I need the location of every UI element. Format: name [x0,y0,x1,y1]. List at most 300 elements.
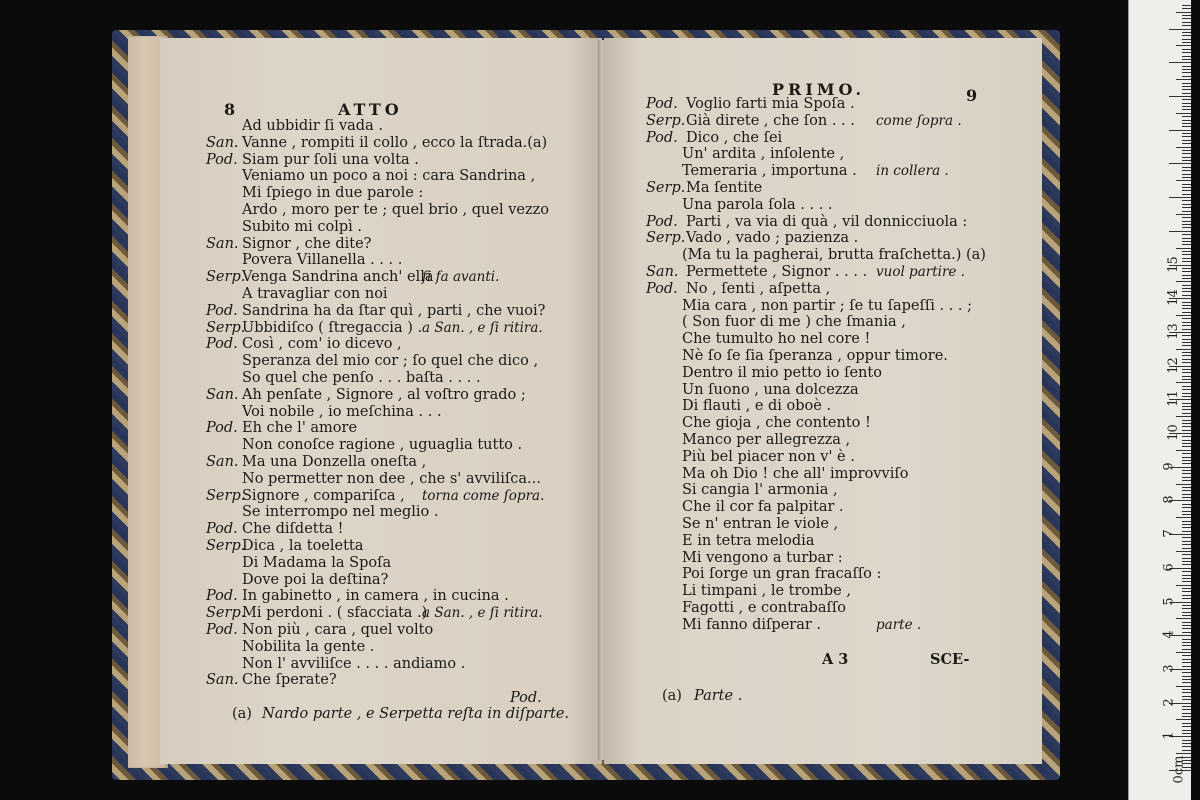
ruler-tick [1182,615,1191,616]
ruler-tick [1182,25,1191,26]
ruler-tick [1182,578,1191,579]
ruler-tick [1182,413,1191,414]
ruler-tick [1169,163,1191,164]
ruler-number: 8 [1161,495,1177,505]
running-heading: ATTO [338,100,403,119]
ruler-tick [1182,150,1191,151]
speaker-label: Pod. [646,129,678,146]
ruler-number: 10 [1165,424,1181,441]
ruler-tick [1182,554,1191,555]
ruler-tick [1182,743,1191,744]
ruler-number: 6 [1161,563,1177,572]
ruler-tick [1182,649,1191,650]
ruler-tick [1182,18,1191,19]
ruler-tick [1182,69,1191,70]
verse-line: Manco per allegrezza , [682,432,851,448]
ruler-tick [1182,52,1191,53]
verse-line: Così , com' io dicevo , [242,336,402,353]
ruler-number: 7 [1161,529,1177,538]
ruler-tick [1182,679,1191,680]
verse-line: Eh che l' amore [242,420,358,437]
ruler-tick [1182,423,1191,424]
speaker-label: San. [206,134,239,151]
ruler-tick [1182,204,1191,205]
verse-line: Li timpani , le trombe , [682,583,851,600]
ruler-tick [1182,453,1191,454]
catchword: SCE- [930,651,970,668]
ruler-tick [1182,56,1191,57]
ruler-tick [1182,329,1191,330]
verse-line: A travagliar con noi [242,286,388,302]
ruler-tick [1182,659,1191,660]
speaker-label: San. [206,386,239,403]
verse-line: Ah penſate , Signore , al voſtro grado ; [242,386,526,403]
speaker-label: Serp. [646,180,686,196]
verse-line: Sandrina ha da ſtar quì , parti , che vuoi? [242,302,546,319]
ruler-tick [1169,197,1191,198]
ruler-tick [1182,258,1191,259]
ruler-tick [1182,655,1191,656]
ruler-tick [1176,180,1191,181]
ruler-tick [1176,652,1191,653]
verse-line: Parti , va via di quà , vil donnicciuola : [686,213,968,230]
speaker-label: Serp. [646,230,686,247]
verse-line: Se interrompo nel meglio . [242,504,439,521]
ruler-tick [1176,45,1191,46]
stage-direction: vuol partire . [876,264,965,280]
verse-line: Non più , cara , quel volto [242,622,434,638]
ruler-tick [1182,537,1191,538]
ruler-tick [1182,689,1191,690]
ruler-tick [1176,281,1191,282]
ruler-tick [1182,706,1191,707]
ruler-tick [1182,35,1191,36]
speaker-label: San. [206,454,239,470]
ruler-tick [1182,682,1191,683]
verse-line: Nobilita la gente . [242,638,375,655]
ruler-tick [1182,238,1191,239]
verse-line: Dico , che ſei [686,129,783,146]
verse-line: Mi vengono a turbar : [682,549,843,566]
verse-line: Mi perdoni . ( sfacciata .) [242,605,428,622]
ruler-tick [1182,473,1191,474]
ruler-tick [1182,184,1191,185]
verse-line: E in tetra melodia [682,532,815,549]
verse-line: Siam pur ſoli una volta . [242,151,419,168]
ruler-tick [1182,750,1191,751]
verse-line: Subito mi colpì . [242,218,362,235]
speaker-label: Serp. [206,605,246,622]
ruler-tick [1182,32,1191,33]
ruler-tick [1182,157,1191,158]
ruler-tick [1182,709,1191,710]
ruler-number: 12 [1165,356,1181,374]
ruler-tick [1182,140,1191,141]
ruler-tick [1182,342,1191,343]
ruler-tick [1176,551,1191,552]
ruler-tick [1182,642,1191,643]
ruler-tick [1182,126,1191,127]
left-page [160,38,602,764]
ruler-tick [1182,217,1191,218]
verse-line: Ma oh Dio ! che all' improvviſo [682,465,909,482]
ruler-tick [1182,581,1191,582]
ruler-tick [1182,83,1191,84]
measurement-ruler [1128,0,1191,800]
verse-line: Mi ſpiego in due parole : [242,185,424,202]
ruler-tick [1182,22,1191,23]
stage-direction: torna come ſopra. [422,487,545,504]
speaker-label: Pod. [646,96,678,112]
ruler-tick [1182,116,1191,117]
ruler-tick [1176,517,1191,518]
verse-line: No permetter non dee , che s' avviliſca... [242,470,541,487]
ruler-tick [1182,42,1191,43]
ruler-tick [1182,692,1191,693]
ruler-tick [1182,436,1191,437]
verse-line: Speranza del mio cor ; ſo quel che dico , [242,353,539,370]
ruler-tick [1176,113,1191,114]
ruler-tick [1176,382,1191,383]
ruler-tick [1182,740,1191,741]
verse-line: Si cangia l' armonia , [682,482,838,499]
verse-line: Ardo , moro per te ; quel brio , quel vezzo [242,202,549,218]
ruler-tick [1182,588,1191,589]
ruler-tick [1182,463,1191,464]
ruler-tick [1182,254,1191,255]
ruler-tick [1182,93,1191,94]
ruler-tick [1182,730,1191,731]
ruler-tick [1182,160,1191,161]
verse-line: Voglio farti mia Spoſa . [686,96,855,112]
footnote: Parte . [694,688,743,704]
stage-direction: a San. , e ſi ritira. [422,605,543,622]
verse-line: Permettete , Signor . . . . [686,264,868,280]
ruler-number: 13 [1165,323,1181,340]
page-number: 9 [966,86,978,105]
verse-line: Veniamo un poco a noi : cara Sandrina , [242,168,536,185]
ruler-number: 4 [1161,630,1177,639]
ruler-tick [1182,511,1191,512]
ruler-tick [1182,325,1191,326]
ruler-tick [1182,288,1191,289]
ruler-tick [1182,723,1191,724]
ruler-tick [1182,591,1191,592]
verse-line: Vado , vado ; pazienza . [686,230,859,247]
ruler-tick [1176,618,1191,619]
verse-line: Signor , che dite? [242,235,372,252]
speaker-label: Serp. [646,112,686,129]
ruler-tick [1182,76,1191,77]
verse-line: Dove poi la deſtina? [242,571,389,588]
ruler-tick [1182,521,1191,522]
speaker-label: Serp. [206,487,246,504]
ruler-tick [1182,460,1191,461]
ruler-tick [1182,109,1191,110]
ruler-tick [1182,598,1191,599]
ruler-tick [1182,376,1191,377]
speaker-label: Pod. [646,213,678,230]
ruler-tick [1182,362,1191,363]
ruler-tick [1182,352,1191,353]
ruler-tick [1182,174,1191,175]
speaker-label: Pod. [206,302,238,319]
ruler-number: 3 [1161,664,1177,673]
ruler-tick [1176,585,1191,586]
ruler-tick [1182,89,1191,90]
verse-line: Che il cor fa palpitar . [682,499,844,516]
speaker-label: Serp. [206,269,246,286]
ruler-tick [1182,544,1191,545]
verse-line: Che gioja , che contento ! [682,415,871,432]
ruler-tick [1182,527,1191,528]
stage-direction: parte . [876,616,922,633]
speaker-label: Serp. [206,538,246,554]
verse-line: Che tumulto ho nel core ! [682,331,871,348]
ruler-tick [1182,595,1191,596]
ruler-tick [1182,507,1191,508]
ruler-tick [1182,143,1191,144]
ruler-unit-label: 0cm [1171,755,1187,784]
verse-line: Dica , la toeletta [242,538,364,554]
verse-line: Ubbidiſco ( ſtregaccia ) . [242,319,423,336]
verse-line: Una parola ſola . . . . [682,196,833,213]
ruler-tick [1182,628,1191,629]
ruler-number: 14 [1165,289,1181,306]
ruler-tick [1182,639,1191,640]
ruler-tick [1182,167,1191,168]
ruler-tick [1182,241,1191,242]
ruler-tick [1176,753,1191,754]
speaker-label: Pod. [206,336,238,353]
ruler-tick [1182,446,1191,447]
ruler-tick [1182,8,1191,9]
ruler-tick [1182,625,1191,626]
ruler-tick [1182,15,1191,16]
ruler-tick [1182,713,1191,714]
ruler-tick [1182,571,1191,572]
stage-direction: ſi fa avanti. [422,269,500,286]
right-page [604,38,1042,764]
ruler-tick [1176,147,1191,148]
ruler-tick [1182,622,1191,623]
verse-line: Che diſdetta ! [242,521,344,538]
ruler-tick [1182,170,1191,171]
ruler-tick [1182,335,1191,336]
ruler-tick [1182,490,1191,491]
verse-line: Fagotti , e contrabaſſo [682,600,847,616]
footnote: Nardo parte , e Serpetta reſta in diſparte. [262,706,570,722]
verse-line: So quel che penſo . . . baſta . . . . [242,370,481,386]
ruler-tick [1182,136,1191,137]
ruler-tick [1182,345,1191,346]
ruler-tick [1182,359,1191,360]
verse-line: Nè ſo ſe ſia ſperanza , oppur timore. [682,348,948,364]
ruler-tick [1182,541,1191,542]
ruler-tick [1182,612,1191,613]
ruler-tick [1182,86,1191,87]
ruler-number: 1 [1161,731,1177,740]
ruler-number: 11 [1165,390,1181,408]
verse-line: Poi ſorge un gran fracaſſo : [682,566,882,583]
ruler-tick [1182,200,1191,201]
ruler-tick [1182,605,1191,606]
speaker-label: San. [206,235,239,252]
ruler-tick [1182,305,1191,306]
verse-line: No , ſenti , aſpetta , [686,280,831,297]
ruler-tick [1182,355,1191,356]
ruler-tick [1176,719,1191,720]
ruler-tick [1182,746,1191,747]
ruler-tick [1182,187,1191,188]
ruler-tick [1182,211,1191,212]
ruler-tick [1182,133,1191,134]
ruler-tick [1182,275,1191,276]
ruler-number: 5 [1161,596,1177,606]
stage-direction: a San. , e ſi ritira. [422,319,543,336]
ruler-tick [1182,531,1191,532]
ruler-tick [1182,666,1191,667]
ruler-tick [1182,291,1191,292]
ruler-tick [1182,696,1191,697]
ruler-number: 15 [1165,255,1181,273]
ruler-tick [1169,130,1191,131]
catchword: Pod. [510,690,542,706]
ruler-tick [1182,487,1191,488]
verse-line: Vanne , rompiti il collo , ecco la ſtrada.(a) [242,134,548,151]
ruler-tick [1182,123,1191,124]
ruler-tick [1182,369,1191,370]
ruler-tick [1176,12,1191,13]
footnote-mark: (a) [662,688,682,704]
ruler-tick [1182,261,1191,262]
ruler-tick [1182,379,1191,380]
ruler-tick [1182,393,1191,394]
ruler-tick [1182,49,1191,50]
ruler-tick [1182,106,1191,107]
verse-line: Di flauti , e di oboè . [682,398,832,415]
ruler-tick [1182,494,1191,495]
ruler-tick [1182,470,1191,471]
verse-line: Un' ardita , inſolente , [682,146,845,163]
ruler-tick [1182,440,1191,441]
ruler-tick [1176,315,1191,316]
ruler-tick [1182,733,1191,734]
speaker-label: Pod. [646,280,678,297]
ruler-tick [1182,575,1191,576]
verse-line: Venga Sandrina anch' ella [242,269,434,286]
stage-direction: in collera . [876,163,949,180]
ruler-tick [1182,285,1191,286]
ruler-tick [1182,676,1191,677]
verse-line: Non conoſce ragione , uguaglia tutto . [242,437,523,454]
ruler-tick [1182,672,1191,673]
ruler-tick [1182,59,1191,60]
ruler-number: 9 [1161,462,1177,471]
speaker-label: Pod. [206,151,238,168]
ruler-tick [1182,477,1191,478]
ruler-tick [1169,231,1191,232]
verse-line: ( Son fuor di me ) che ſmania , [682,314,906,331]
ruler-tick [1182,120,1191,121]
verse-line: Mi fanno diſperar . [682,616,821,633]
verse-line: Già direte , che ſon . . . [686,112,855,129]
verse-line: Ad ubbidir ſi vada . [242,118,383,134]
verse-line: Un ſuono , una dolcezza [682,381,859,398]
ruler-tick [1182,662,1191,663]
verse-line: Ma ſentite [686,180,763,196]
signature-mark: A 3 [822,651,849,668]
ruler-tick [1182,177,1191,178]
ruler-tick [1182,224,1191,225]
ruler-tick [1169,96,1191,97]
ruler-tick [1176,416,1191,417]
ruler-tick [1182,312,1191,313]
ruler-tick [1182,268,1191,269]
ruler-tick [1176,686,1191,687]
ruler-tick [1176,450,1191,451]
ruler-tick [1182,221,1191,222]
ruler-tick [1182,457,1191,458]
ruler-tick [1182,194,1191,195]
ruler-tick [1182,726,1191,727]
ruler-tick [1182,234,1191,235]
ruler-tick [1176,484,1191,485]
verse-line: Non l' avviliſce . . . . andiamo . [242,655,466,672]
ruler-tick [1182,632,1191,633]
ruler-tick [1182,295,1191,296]
verse-line: (Ma tu la pagherai, brutta fraſchetta.) (a) [682,247,986,264]
verse-line: Che ſperate? [242,672,337,689]
ruler-tick [1182,72,1191,73]
ruler-tick [1182,153,1191,154]
verse-line: Mia cara , non partir ; ſe tu ſapeſſi . . . ; [682,297,973,314]
ruler-tick [1182,716,1191,717]
ruler-tick [1182,497,1191,498]
ruler-tick [1176,349,1191,350]
ruler-tick [1182,39,1191,40]
speaker-label: San. [206,672,239,689]
verse-line: Più bel piacer non v' è . [682,448,855,465]
stage-direction: come ſopra . [876,112,962,129]
speaker-label: San. [646,264,679,280]
speaker-label: Pod. [206,521,238,538]
ruler-tick [1182,561,1191,562]
ruler-tick [1182,396,1191,397]
ruler-tick [1176,79,1191,80]
verse-line: Se n' entran le viole , [682,516,839,532]
ruler-tick [1182,504,1191,505]
ruler-tick [1182,409,1191,410]
ruler-tick [1182,207,1191,208]
speaker-label: Pod. [206,622,238,638]
ruler-tick [1182,308,1191,309]
verse-line: Signore , compariſca , [242,487,405,504]
ruler-tick [1182,420,1191,421]
verse-line: Povera Villanella . . . . [242,252,403,269]
ruler-tick [1182,558,1191,559]
verse-line: Voi nobile , io meſchina . . . [242,403,442,420]
ruler-tick [1182,699,1191,700]
ruler-tick [1182,426,1191,427]
ruler-tick [1182,443,1191,444]
ruler-tick [1169,62,1191,63]
ruler-tick [1182,99,1191,100]
ruler-tick [1182,514,1191,515]
ruler-tick [1182,564,1191,565]
ruler-tick [1182,386,1191,387]
ruler-tick [1182,548,1191,549]
